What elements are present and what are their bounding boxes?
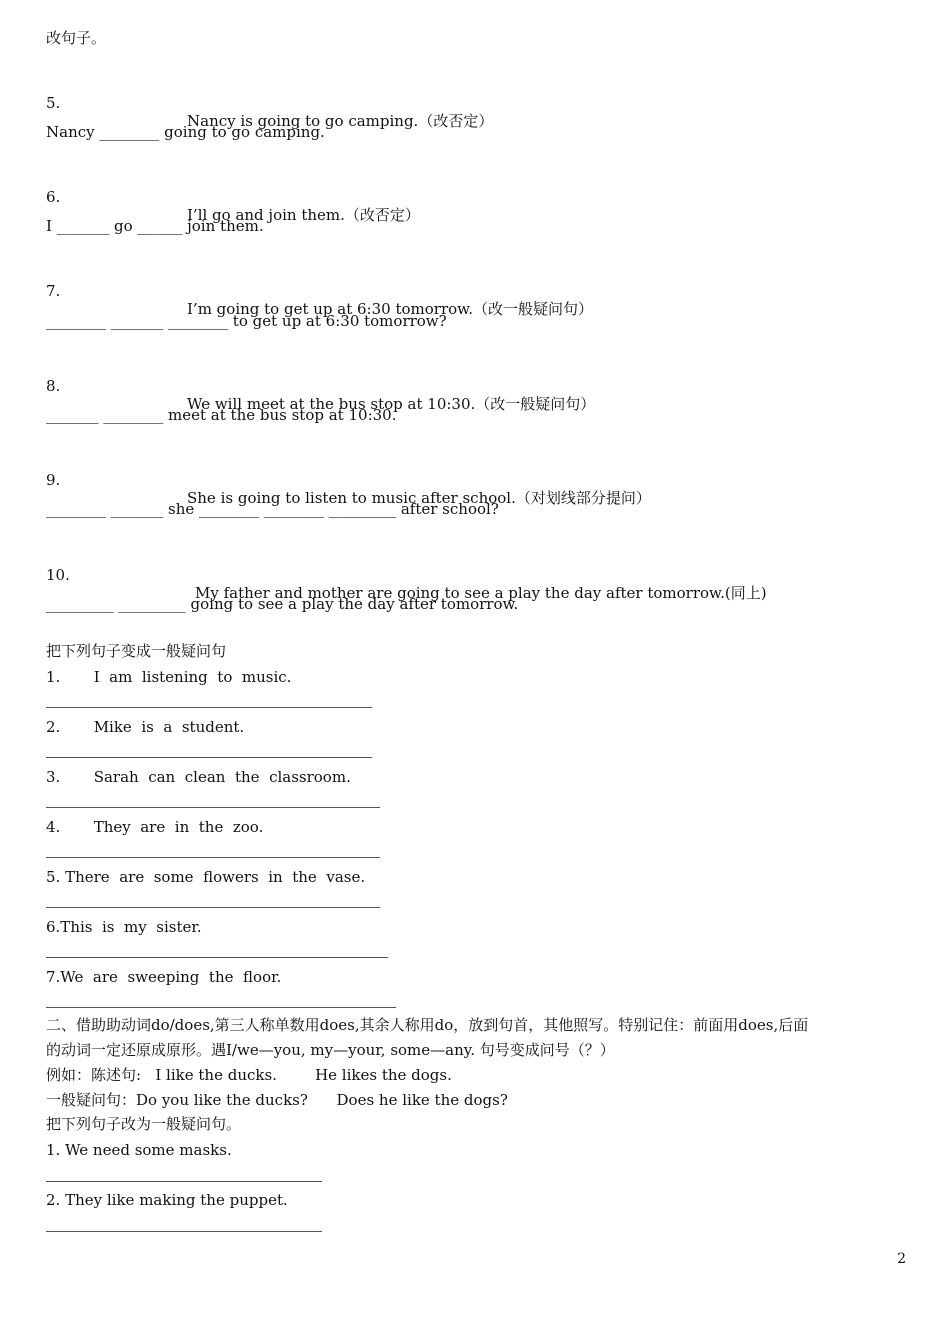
- answer-line: [46, 1231, 322, 1232]
- exercise-item-4: 4. They are in the zoo.: [46, 818, 264, 836]
- item-sentence: She is going to listen to music after school.（对划线部分提问）: [187, 489, 651, 507]
- item-sentence: I’m going to get up at 6:30 tomorrow.（改一般疑问句）: [187, 300, 593, 318]
- exercise-item-1: 1. We need some masks.: [46, 1141, 232, 1159]
- item-number: 6.: [46, 188, 61, 206]
- exercise-item-2: 2. They like making the puppet.: [46, 1191, 288, 1209]
- item-5-answer: Nancy ________ going to go camping.: [46, 123, 325, 141]
- example-statement: 例如：陈述句: I like the ducks. He likes the dogs.: [46, 1066, 452, 1084]
- item-6: [46, 170, 420, 224]
- item-8-answer: _______ ________ meet at the bus stop at 10:30.: [46, 406, 397, 424]
- item-number: 9.: [46, 471, 61, 489]
- item-7: [46, 264, 593, 318]
- answer-line: [46, 957, 388, 958]
- exercise-item-2: 2. Mike is a student.: [46, 718, 245, 736]
- item-5: [46, 76, 494, 130]
- exercise-item-5: 5. There are some flowers in the vase.: [46, 868, 366, 886]
- item-sentence: I’ll go and join them.（改否定）: [187, 206, 420, 224]
- item-10: [46, 548, 767, 602]
- item-number: 5.: [46, 94, 61, 112]
- section3-intro-line2: 的动词一定还原成原形。遇I/we—you, my—your, some—any. 句号变成问号（？）: [46, 1041, 615, 1059]
- page-number: 2: [897, 1251, 906, 1267]
- exercise-item-3: 3. Sarah can clean the classroom.: [46, 768, 351, 786]
- example-question: 一般疑问句：Do you like the ducks? Does he like the dogs?: [46, 1091, 508, 1109]
- item-sentence: My father and mother are going to see a play the day after tomorrow.(同上): [195, 584, 767, 602]
- exercise-item-1: 1. I am listening to music.: [46, 668, 292, 686]
- item-9: [46, 453, 651, 507]
- item-number: 8.: [46, 377, 61, 395]
- section1-heading: 改句子。: [46, 29, 107, 47]
- answer-line: [46, 907, 380, 908]
- exercise-item-6: 6.This is my sister.: [46, 918, 202, 936]
- item-8: [46, 359, 596, 413]
- answer-line: [46, 1007, 396, 1008]
- item-6-answer: I _______ go ______ join them.: [46, 217, 264, 235]
- answer-line: [46, 707, 372, 708]
- item-sentence: We will meet at the bus stop at 10:30.（改一般疑问句）: [187, 395, 596, 413]
- exercise-item-7: 7.We are sweeping the floor.: [46, 968, 282, 986]
- answer-line: [46, 807, 380, 808]
- item-7-answer: ________ _______ ________ to get up at 6:30 tomorrow?: [46, 312, 447, 330]
- answer-line: [46, 1181, 322, 1182]
- answer-line: [46, 757, 372, 758]
- answer-line: [46, 857, 380, 858]
- section2-heading: 把下列句子变成一般疑问句: [46, 642, 227, 660]
- item-10-answer: _________ _________ going to see a play the day after tomorrow.: [46, 595, 519, 613]
- section3-intro-line1: 二、借助助动词do/does,第三人称单数用does,其余人称用do，放到句首，其他照写。特别记住：前面用does,后面: [46, 1016, 809, 1034]
- item-number: 7.: [46, 282, 61, 300]
- item-9-answer: ________ _______ she ________ ________ _________ after school?: [46, 500, 499, 518]
- section3-heading: 把下列句子改为一般疑问句。: [46, 1115, 242, 1133]
- item-sentence: Nancy is going to go camping.（改否定）: [187, 112, 494, 130]
- item-number: 10.: [46, 566, 70, 584]
